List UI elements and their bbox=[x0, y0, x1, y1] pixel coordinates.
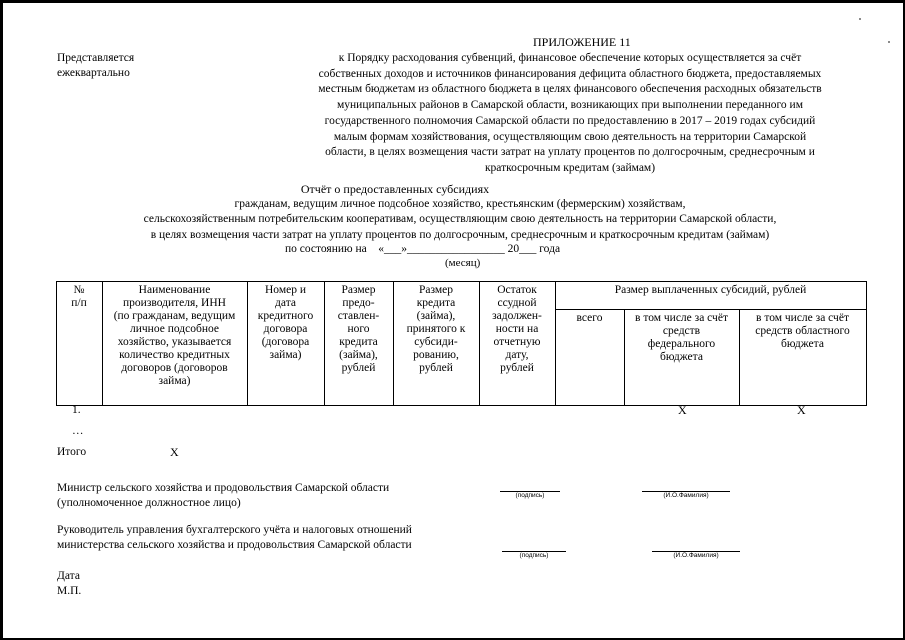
report-date-line: по состоянию на «___»_________________ 20___ года bbox=[285, 243, 561, 255]
row-regional-mark: X bbox=[797, 403, 806, 417]
month-caption: (месяц) bbox=[445, 257, 481, 269]
signature-caption: (подпись) bbox=[515, 492, 545, 499]
scan-speck bbox=[859, 18, 861, 20]
total-mark: X bbox=[170, 445, 179, 459]
signature-caption: (подпись) bbox=[519, 552, 549, 559]
table-border-top bbox=[56, 281, 867, 282]
report-title: Отчёт о предоставленных субсидиях bbox=[300, 182, 490, 196]
table-border-bottom bbox=[56, 405, 867, 406]
header-balance: Остаток ссудной задолжен- ности на отчетную дату, рублей bbox=[492, 284, 542, 374]
name-caption: (И.О.Фамилия) bbox=[663, 492, 709, 499]
minister-signatory: Министр сельского хозяйства и продовольствия Самарской области (уполномоченное должностное лицо) bbox=[57, 482, 390, 509]
accounting-head-signatory: Руководитель управления бухгалтерского учёта и налоговых отношений министерства сельского хозяйства и продовольствия Самарской области bbox=[57, 524, 412, 551]
header-loan-subsidy: Размер кредита (займа), принятого к субсиди- рованию, рублей bbox=[406, 284, 466, 374]
stamp-label: М.П. bbox=[57, 585, 82, 597]
appendix-basis-text: к Порядку расходования субвенций, финансовое обеспечение которых осуществляется за счёт собственных доходов и источников финансирования дефицита областного бюджета, предоставляемых местным бюджетам из областного бюджета в целях финансового обеспечения расходных обязательств муниципальных районов в Самарской области, возникающих при выполнении переданного им государственного полномочия Самарской области по предоставлению в 2017 – 2019 годах субсидий малым формам хозяйствования, осуществляющим свою деятельность на территории Самарской области, в целях возмещения части затрат на уплату процентов по долгосрочным, среднесрочным и краткосрочным кредитам (займам) bbox=[318, 52, 822, 174]
rows-ellipsis: … bbox=[72, 425, 84, 437]
header-paid-subsidies: Размер выплаченных субсидий, рублей bbox=[614, 284, 807, 296]
header-federal: в том числе за счёт средств федерального бюджета bbox=[635, 312, 728, 363]
date-label: Дата bbox=[57, 570, 80, 582]
submission-frequency: Представляется ежеквартально bbox=[57, 52, 135, 79]
header-regional: в том числе за счёт средств областного бюджета bbox=[755, 312, 850, 350]
appendix-title: ПРИЛОЖЕНИЕ 11 bbox=[533, 35, 631, 49]
row-number: 1. bbox=[72, 404, 81, 416]
page-border-left bbox=[0, 0, 3, 640]
table-subheader-line bbox=[555, 309, 867, 310]
page-border-top bbox=[0, 0, 905, 3]
header-number: № п/п bbox=[71, 284, 87, 309]
report-subtitle: гражданам, ведущим личное подсобное хозяйство, крестьянским (фермерским) хозяйствам, сельскохозяйственным потребительским кооперативам, осуществляющим свою деятельность на территории Самарской области, в целях возмещения части затрат на уплату процентов по долгосрочным, среднесрочным и краткосрочным кредитам (займам) bbox=[143, 198, 777, 241]
date-and-stamp bbox=[57, 569, 81, 599]
scan-speck bbox=[888, 41, 890, 43]
header-total: всего bbox=[576, 312, 603, 324]
name-caption: (И.О.Фамилия) bbox=[673, 552, 719, 559]
header-producer-name: Наименование производителя, ИНН (по гражданам, ведущим личное подсобное хозяйство, указывается количество кредитных договоров (договоров займа) bbox=[113, 284, 236, 387]
table-col-divider bbox=[866, 281, 867, 406]
table-col-divider bbox=[555, 281, 556, 406]
header-loan-size: Размер предо- ставлен- ного кредита (займа), рублей bbox=[337, 284, 380, 374]
total-label: Итого bbox=[57, 446, 87, 458]
row-federal-mark: X bbox=[678, 403, 687, 417]
header-contract: Номер и дата кредитного договора (договора займа) bbox=[257, 284, 314, 361]
subsidy-table bbox=[56, 281, 867, 406]
